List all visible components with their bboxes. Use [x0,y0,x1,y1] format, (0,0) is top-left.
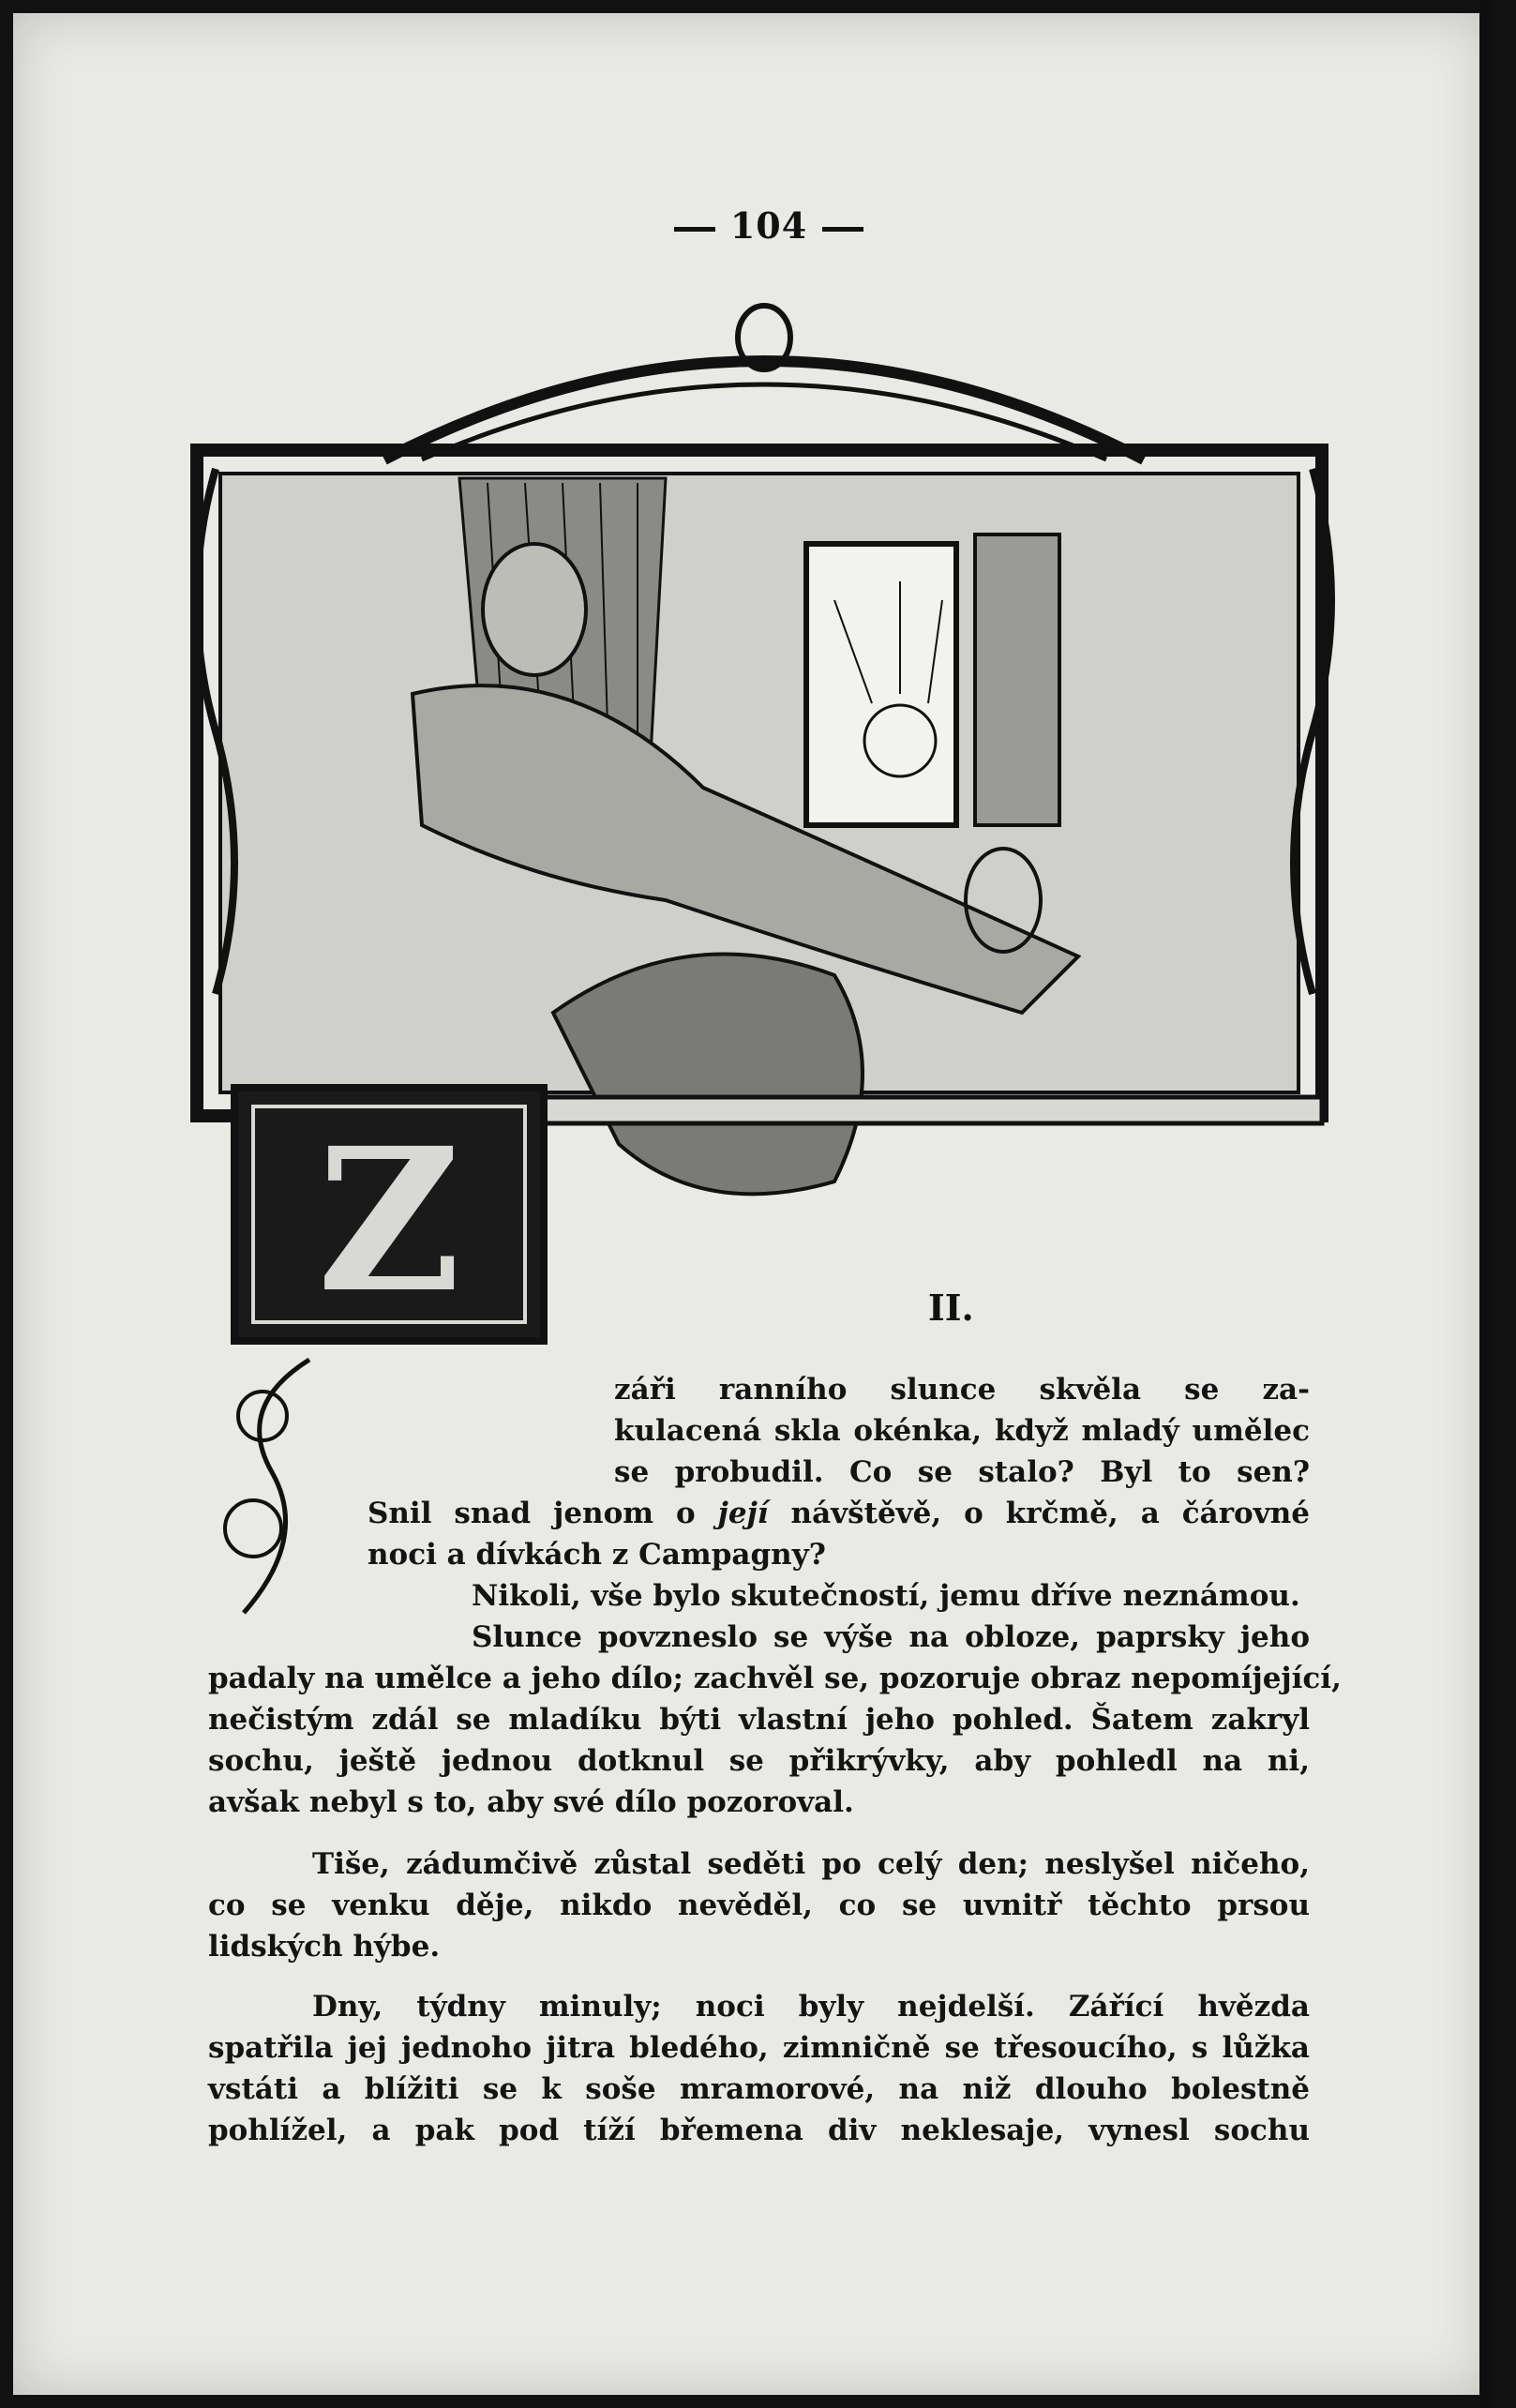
text-line: nečistým zdál se mladíku býti vlastní jeho pohled. Šatem zakryl [208,1703,1310,1737]
vine-flourish [197,1350,403,1632]
text-line: záři ranního slunce skvěla se za- [614,1373,1310,1407]
text-line: Snil snad jenom o její návštěvě, o krčmě, a čárovné [368,1497,1310,1530]
artist-head [483,544,586,675]
frame-bottom-band [516,1097,1322,1123]
engraved-illustration [178,300,1350,1369]
text-line: Slunce povzneslo se výše na obloze, paprsky jeho [472,1620,1310,1654]
binding-edge [1479,0,1493,2408]
text-line: lidských hýbe. [208,1930,441,1964]
text-line: vstáti a blížiti se k soše mramorové, na niž dlouho bolestně [208,2072,1310,2106]
text-line: spatřila jej jednoho jitra bledého, zimničně se třesoucího, s lůžka [208,2031,1310,2065]
text-line: kulacená skla okénka, když mladý umělec [614,1414,1310,1448]
drapery [553,955,863,1195]
section-number: II. [928,1287,974,1329]
emphasis-word: její [717,1497,769,1530]
window-shutter [975,534,1059,825]
text-line: Dny, týdny minuly; noci byly nejdelší. Zářící hvězda [312,1990,1310,2024]
page-number-text: 104 [729,204,808,247]
text-line: se probudil. Co se stalo? Byl to sen? [614,1455,1310,1489]
text-line: padaly na umělce a jeho dílo; zachvěl se, pozoruje obraz nepomíjející, [208,1662,1342,1695]
right-dash [822,227,863,232]
text-line: Tiše, zádumčivě zůstal seděti po celý den; neslyšel ničeho, [312,1847,1310,1881]
initial-letter: Z [317,1105,461,1336]
text-line: co se venku děje, nikdo nevěděl, co se uvnitř těchto prsou [208,1889,1310,1922]
left-dash [674,227,715,232]
text-line: sochu, ještě jednou dotknul se přikrývky, aby pohledl na ni, [208,1744,1310,1778]
text-line: noci a dívkách z Campagny? [368,1538,826,1572]
text-line: pohlížel, a pak pod tíží břemena div neklesaje, vynesl sochu [208,2114,1310,2147]
text-line: Nikoli, vše bylo skutečností, jemu dříve neznámou. [472,1579,1300,1613]
text-line: avšak nebyl s to, aby své dílo pozoroval. [208,1785,854,1819]
window [806,544,956,825]
page-number [647,204,891,247]
